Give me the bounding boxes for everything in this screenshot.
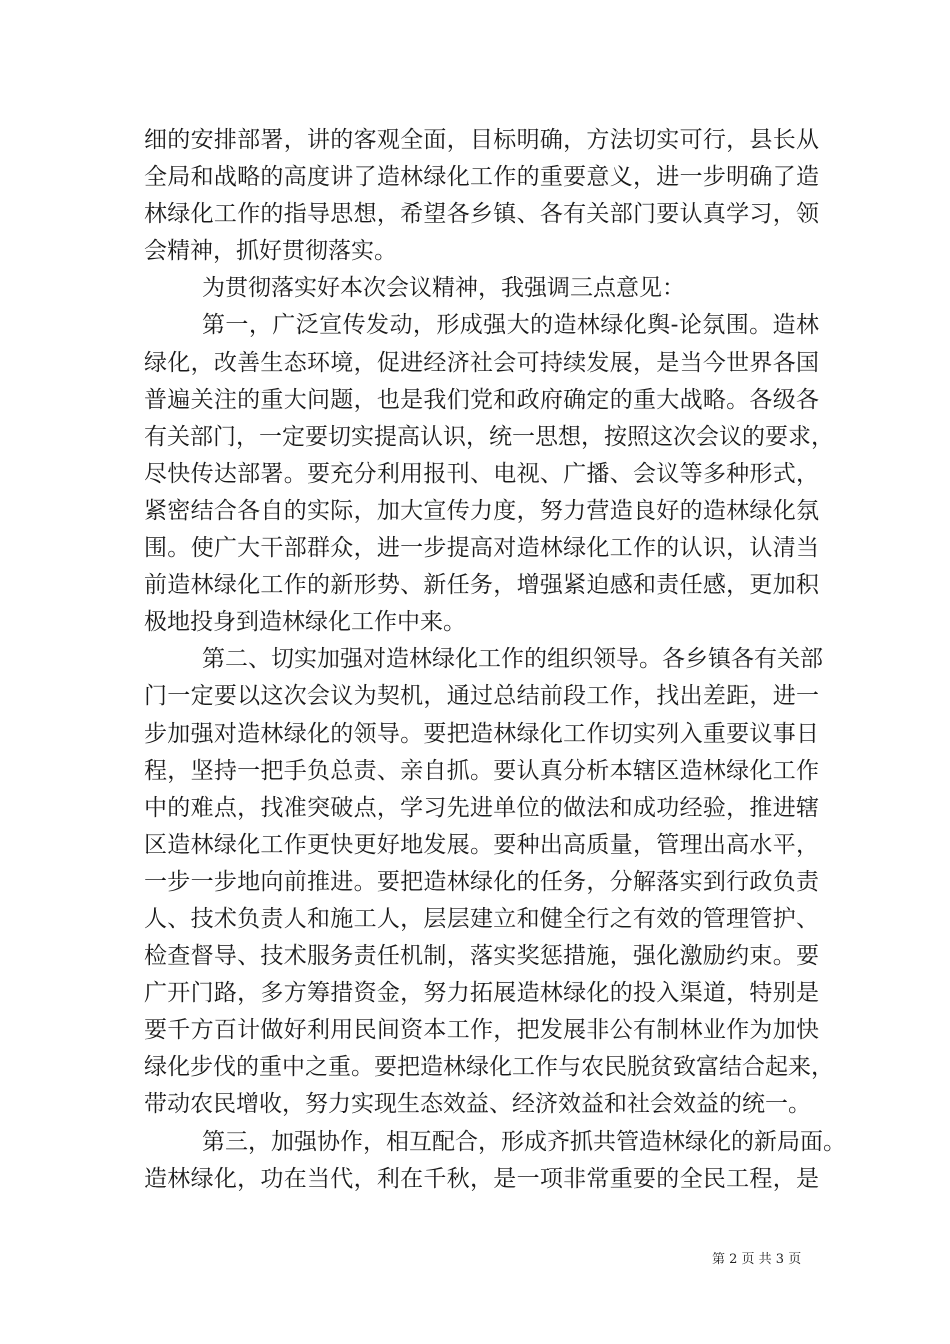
- text-line: 第三，加强协作，相互配合，形成齐抓共管造林绿化的新局面。: [202, 1128, 846, 1155]
- text-line: 围。使广大干部群众，进一步提高对造林绿化工作的认识，认清当: [144, 535, 819, 562]
- text-line: 前造林绿化工作的新形势、新任务，增强紧迫感和责任感，更加积: [144, 572, 819, 599]
- text-line: 为贯彻落实好本次会议精神，我强调三点意见：: [202, 275, 685, 302]
- text-line: 细的安排部署，讲的客观全面，目标明确，方法切实可行，县长从: [144, 127, 819, 153]
- text-line: 门一定要以这次会议为契机，通过总结前段工作，找出差距，进一: [144, 683, 819, 710]
- text-line: 会精神，抓好贯彻落实。: [144, 238, 397, 265]
- text-line: 造林绿化，功在当代，利在千秋，是一项非常重要的全民工程，是: [144, 1165, 819, 1192]
- text-line: 人、技术负责人和施工人，层层建立和健全行之有效的管理管护、: [144, 905, 819, 932]
- text-line: 有关部门，一定要切实提高认识，统一思想，按照这次会议的要求，: [144, 423, 834, 450]
- text-line: 极地投身到造林绿化工作中来。: [144, 609, 466, 636]
- text-line: 第二、切实加强对造林绿化工作的组织领导。各乡镇各有关部: [202, 646, 823, 673]
- text-line: 第一，广泛宣传发动，形成强大的造林绿化舆-论氛围。造林: [202, 312, 819, 339]
- page-number: 第 2 页 共 3 页: [712, 1252, 802, 1267]
- text-line: 区造林绿化工作更快更好地发展。要种出高质量，管理出高水平，: [144, 831, 819, 858]
- text-line: 尽快传达部署。要充分利用报刊、电视、广播、会议等多种形式，: [144, 460, 819, 487]
- text-line: 检查督导、技术服务责任机制，落实奖惩措施，强化激励约束。要: [144, 943, 819, 970]
- text-line: 绿化步伐的重中之重。要把造林绿化工作与农民脱贫致富结合起来，: [144, 1054, 834, 1081]
- text-line: 广开门路，多方筹措资金，努力拓展造林绿化的投入渠道，特别是: [144, 980, 819, 1007]
- document-body: [144, 122, 846, 1198]
- text-line: 林绿化工作的指导思想，希望各乡镇、各有关部门要认真学习，领: [144, 201, 819, 228]
- text-line: 中的难点，找准突破点，学习先进单位的做法和成功经验，推进辖: [144, 794, 819, 821]
- text-line: 紧密结合各自的实际，加大宣传力度，努力营造良好的造林绿化氛: [144, 497, 819, 524]
- text-line: 要千方百计做好利用民间资本工作，把发展非公有制林业作为加快: [144, 1017, 819, 1044]
- text-line: 绿化，改善生态环境，促进经济社会可持续发展，是当今世界各国: [144, 349, 819, 376]
- text-line: 普遍关注的重大问题，也是我们党和政府确定的重大战略。各级各: [144, 386, 819, 413]
- text-line: 一步一步地向前推进。要把造林绿化的任务，分解落实到行政负责: [144, 868, 819, 895]
- text-line: 全局和战略的高度讲了造林绿化工作的重要意义，进一步明确了造: [144, 164, 819, 191]
- text-line: 带动农民增收，努力实现生态效益、经济效益和社会效益的统一。: [144, 1091, 811, 1118]
- text-line: 步加强对造林绿化的领导。要把造林绿化工作切实列入重要议事日: [144, 720, 819, 747]
- text-line: 程，坚持一把手负总责、亲自抓。要认真分析本辖区造林绿化工作: [144, 757, 819, 784]
